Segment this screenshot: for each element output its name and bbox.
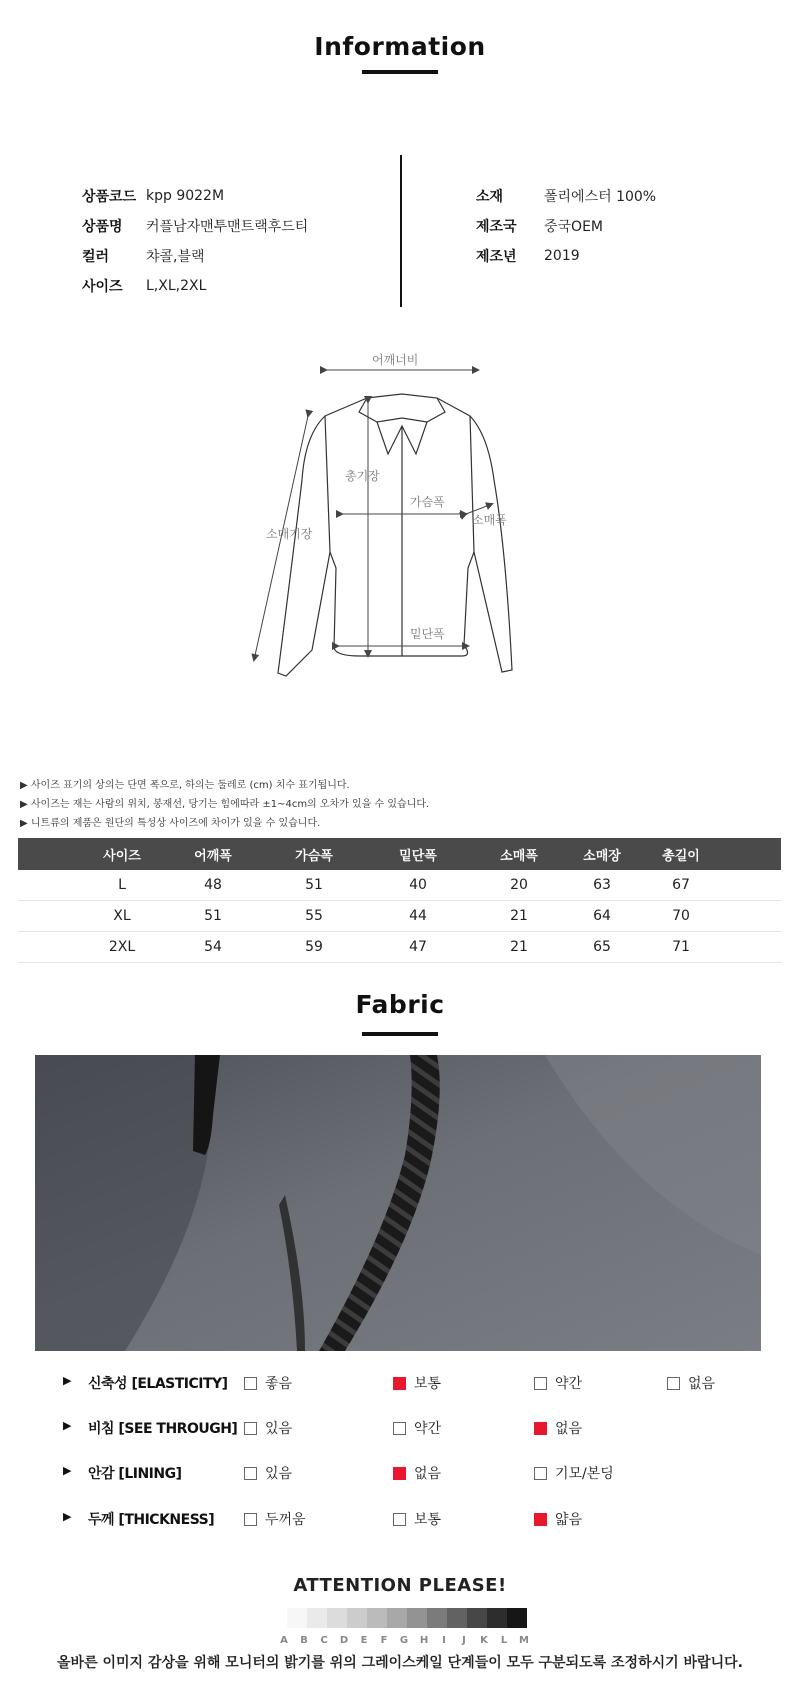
checkbox[interactable] bbox=[534, 1377, 547, 1390]
table-header-cell: 어깨폭 bbox=[194, 848, 232, 864]
option-lining-none[interactable] bbox=[393, 1463, 441, 1483]
table-cell: 47 bbox=[409, 939, 427, 955]
grayscale-letter: D bbox=[339, 1635, 349, 1646]
option-elasticity-good[interactable] bbox=[244, 1373, 292, 1393]
checkbox[interactable] bbox=[393, 1422, 406, 1435]
info-row bbox=[82, 211, 308, 241]
grayscale-swatch bbox=[427, 1608, 447, 1628]
table-cell: 51 bbox=[204, 908, 222, 924]
table-header-row bbox=[18, 838, 781, 870]
option-see-through-yes[interactable] bbox=[244, 1418, 292, 1438]
grayscale-swatch bbox=[387, 1608, 407, 1628]
table-cell: XL bbox=[113, 908, 131, 924]
info-value: L,XL,2XL bbox=[146, 278, 207, 294]
property-name: 비침 [SEE THROUGH] bbox=[88, 1421, 238, 1437]
table-cell: 67 bbox=[672, 877, 690, 893]
fabric-property-elasticity bbox=[0, 1370, 800, 1394]
grayscale-swatch bbox=[507, 1608, 527, 1628]
jacket-outline bbox=[278, 394, 512, 676]
information-title-underline bbox=[362, 70, 438, 74]
table-cell: 63 bbox=[593, 877, 611, 893]
option-thickness-normal[interactable] bbox=[393, 1509, 441, 1529]
info-value: 챠콜,블랙 bbox=[146, 249, 205, 265]
diagram-label-total-length: 총기장 bbox=[345, 469, 380, 483]
grayscale-swatch bbox=[487, 1608, 507, 1628]
table-header-cell: 총길이 bbox=[662, 848, 700, 864]
checkbox[interactable] bbox=[244, 1513, 257, 1526]
diagram-label-sleeve-length: 소매기장 bbox=[266, 527, 313, 541]
checkbox[interactable] bbox=[534, 1467, 547, 1480]
info-row bbox=[82, 241, 308, 271]
option-lining-yes[interactable] bbox=[244, 1463, 292, 1483]
info-row bbox=[476, 241, 656, 271]
note-line: ▶ 사이즈는 재는 사람의 위치, 봉재선, 당기는 힘에따라 ±1~4cm의 오차가 있을 수 있습니다. bbox=[20, 799, 430, 810]
diagram-label-chest: 가슴폭 bbox=[410, 495, 445, 509]
table-header-cell: 가슴폭 bbox=[295, 848, 333, 864]
table-cell: 21 bbox=[510, 939, 528, 955]
arrow-right-icon: ▶ bbox=[63, 1419, 72, 1432]
option-label: 약간 bbox=[414, 1421, 442, 1437]
option-label: 기모/본딩 bbox=[555, 1466, 614, 1482]
info-row bbox=[476, 181, 656, 211]
checkbox-checked[interactable] bbox=[393, 1467, 406, 1480]
grayscale-letter: G bbox=[399, 1635, 409, 1646]
fabric-title: Fabric bbox=[355, 990, 445, 1019]
grayscale-swatch bbox=[327, 1608, 347, 1628]
checkbox[interactable] bbox=[244, 1422, 257, 1435]
table-header-cell: 소매폭 bbox=[500, 848, 538, 864]
option-label: 있음 bbox=[265, 1421, 293, 1437]
arrow-right-icon: ▶ bbox=[63, 1510, 72, 1523]
info-value: kpp 9022M bbox=[146, 188, 225, 204]
grayscale-letter: L bbox=[500, 1635, 508, 1646]
info-value: 중국OEM bbox=[544, 219, 603, 235]
grayscale-swatch bbox=[447, 1608, 467, 1628]
table-cell: 71 bbox=[672, 939, 690, 955]
property-name: 안감 [LINING] bbox=[88, 1466, 182, 1482]
fabric-property-thickness bbox=[0, 1506, 800, 1530]
fabric-property-see-through bbox=[0, 1415, 800, 1439]
diagram-label-sleeve-width: 소매폭 bbox=[472, 513, 507, 527]
grayscale-letter: K bbox=[480, 1635, 488, 1646]
table-cell: 51 bbox=[305, 877, 323, 893]
option-elasticity-normal[interactable] bbox=[393, 1373, 441, 1393]
table-header-cell: 밑단폭 bbox=[399, 848, 437, 864]
grayscale-swatch bbox=[467, 1608, 487, 1628]
grayscale-letter: H bbox=[419, 1635, 429, 1646]
info-label: 컬러 bbox=[82, 249, 110, 265]
table-cell: 40 bbox=[409, 877, 427, 893]
table-cell: 54 bbox=[204, 939, 222, 955]
option-label: 없음 bbox=[555, 1421, 583, 1437]
checkbox[interactable] bbox=[667, 1377, 680, 1390]
grayscale-letter: M bbox=[519, 1635, 529, 1646]
option-label: 있음 bbox=[265, 1466, 293, 1482]
grayscale-strip bbox=[287, 1608, 527, 1628]
info-label: 상품명 bbox=[82, 219, 123, 235]
info-value: 폴리에스터 100% bbox=[544, 189, 657, 205]
grayscale-letter: B bbox=[300, 1635, 308, 1646]
option-elasticity-none[interactable] bbox=[667, 1373, 715, 1393]
option-label: 없음 bbox=[688, 1376, 716, 1392]
information-title: Information bbox=[314, 32, 486, 61]
size-table bbox=[18, 838, 781, 963]
fabric-title-underline bbox=[362, 1032, 438, 1036]
table-row bbox=[18, 901, 781, 932]
option-elasticity-slight[interactable] bbox=[534, 1373, 582, 1393]
table-cell: 55 bbox=[305, 908, 323, 924]
table-header-cell: 소매장 bbox=[583, 848, 621, 864]
option-thickness-thin[interactable] bbox=[534, 1509, 582, 1529]
info-row bbox=[82, 181, 308, 211]
info-left-column bbox=[82, 181, 308, 301]
option-label: 보통 bbox=[414, 1512, 442, 1528]
measurement-diagram bbox=[230, 340, 560, 685]
grayscale-letters bbox=[274, 1635, 534, 1646]
measure-lines bbox=[254, 370, 492, 660]
info-value: 2019 bbox=[544, 248, 580, 264]
attention-title: ATTENTION PLEASE! bbox=[293, 1575, 507, 1596]
info-row bbox=[82, 271, 308, 301]
grayscale-swatch bbox=[367, 1608, 387, 1628]
option-label: 없음 bbox=[414, 1466, 442, 1482]
table-cell: 65 bbox=[593, 939, 611, 955]
property-name: 신축성 [ELASTICITY] bbox=[88, 1376, 228, 1392]
info-label: 소재 bbox=[476, 189, 504, 205]
info-divider bbox=[400, 155, 402, 307]
grayscale-swatch bbox=[347, 1608, 367, 1628]
checkbox-checked[interactable] bbox=[534, 1422, 547, 1435]
table-cell: 64 bbox=[593, 908, 611, 924]
table-cell: 20 bbox=[510, 877, 528, 893]
grayscale-swatch bbox=[307, 1608, 327, 1628]
arrow-right-icon: ▶ bbox=[63, 1464, 72, 1477]
grayscale-letter: F bbox=[380, 1635, 388, 1646]
checkbox[interactable] bbox=[244, 1377, 257, 1390]
table-cell: 44 bbox=[409, 908, 427, 924]
info-right-column bbox=[476, 181, 656, 271]
option-thickness-thick[interactable] bbox=[244, 1509, 306, 1529]
table-cell: 70 bbox=[672, 908, 690, 924]
option-see-through-slight[interactable] bbox=[393, 1418, 441, 1438]
table-cell: 48 bbox=[204, 877, 222, 893]
option-label: 얇음 bbox=[555, 1512, 583, 1528]
table-header-cell: 사이즈 bbox=[103, 848, 141, 864]
grayscale-letter: A bbox=[280, 1635, 288, 1646]
info-label: 제조국 bbox=[476, 219, 517, 235]
option-label: 좋음 bbox=[265, 1376, 293, 1392]
arrow-right-icon: ▶ bbox=[63, 1374, 72, 1387]
note-line: ▶ 사이즈 표기의 상의는 단면 폭으로, 하의는 둘레로 (cm) 치수 표기됩니다. bbox=[20, 780, 350, 791]
info-row bbox=[476, 211, 656, 241]
option-label: 약간 bbox=[555, 1376, 583, 1392]
table-cell: 21 bbox=[510, 908, 528, 924]
grayscale-letter: E bbox=[360, 1635, 368, 1646]
table-cell: 2XL bbox=[108, 939, 136, 955]
info-label: 사이즈 bbox=[82, 279, 123, 295]
grayscale-letter: C bbox=[320, 1635, 328, 1646]
table-cell: 59 bbox=[305, 939, 323, 955]
option-see-through-none[interactable] bbox=[534, 1418, 582, 1438]
grayscale-letter: J bbox=[462, 1635, 466, 1646]
diagram-label-hem: 밑단폭 bbox=[410, 627, 445, 641]
checkbox-checked[interactable] bbox=[534, 1513, 547, 1526]
checkbox[interactable] bbox=[244, 1467, 257, 1480]
info-label: 제조년 bbox=[476, 249, 517, 265]
note-line: ▶ 니트류의 제품은 원단의 특성상 사이즈에 차이가 있을 수 있습니다. bbox=[20, 818, 321, 829]
property-name: 두께 [THICKNESS] bbox=[88, 1512, 215, 1528]
grayscale-swatch bbox=[407, 1608, 427, 1628]
fabric-closeup-image bbox=[35, 1055, 761, 1351]
table-cell: L bbox=[118, 877, 126, 893]
info-value: 커플남자맨투맨트랙후드티 bbox=[146, 219, 309, 235]
option-label: 보통 bbox=[414, 1376, 442, 1392]
option-lining-fleece[interactable] bbox=[534, 1463, 614, 1483]
size-notes bbox=[20, 776, 429, 833]
attention-note: 올바른 이미지 감상을 위해 모니터의 밝기를 위의 그레이스케일 단계들이 모두 구분되도록 조정하시기 바랍니다. bbox=[57, 1655, 743, 1671]
table-row bbox=[18, 870, 781, 901]
checkbox[interactable] bbox=[393, 1513, 406, 1526]
option-label: 두꺼움 bbox=[265, 1512, 306, 1528]
grayscale-letter: I bbox=[442, 1635, 446, 1646]
grayscale-swatch bbox=[287, 1608, 307, 1628]
info-label: 상품코드 bbox=[82, 189, 137, 205]
checkbox-checked[interactable] bbox=[393, 1377, 406, 1390]
diagram-label-shoulder: 어깨너비 bbox=[372, 353, 419, 367]
table-row bbox=[18, 932, 781, 963]
fabric-property-lining bbox=[0, 1460, 800, 1484]
